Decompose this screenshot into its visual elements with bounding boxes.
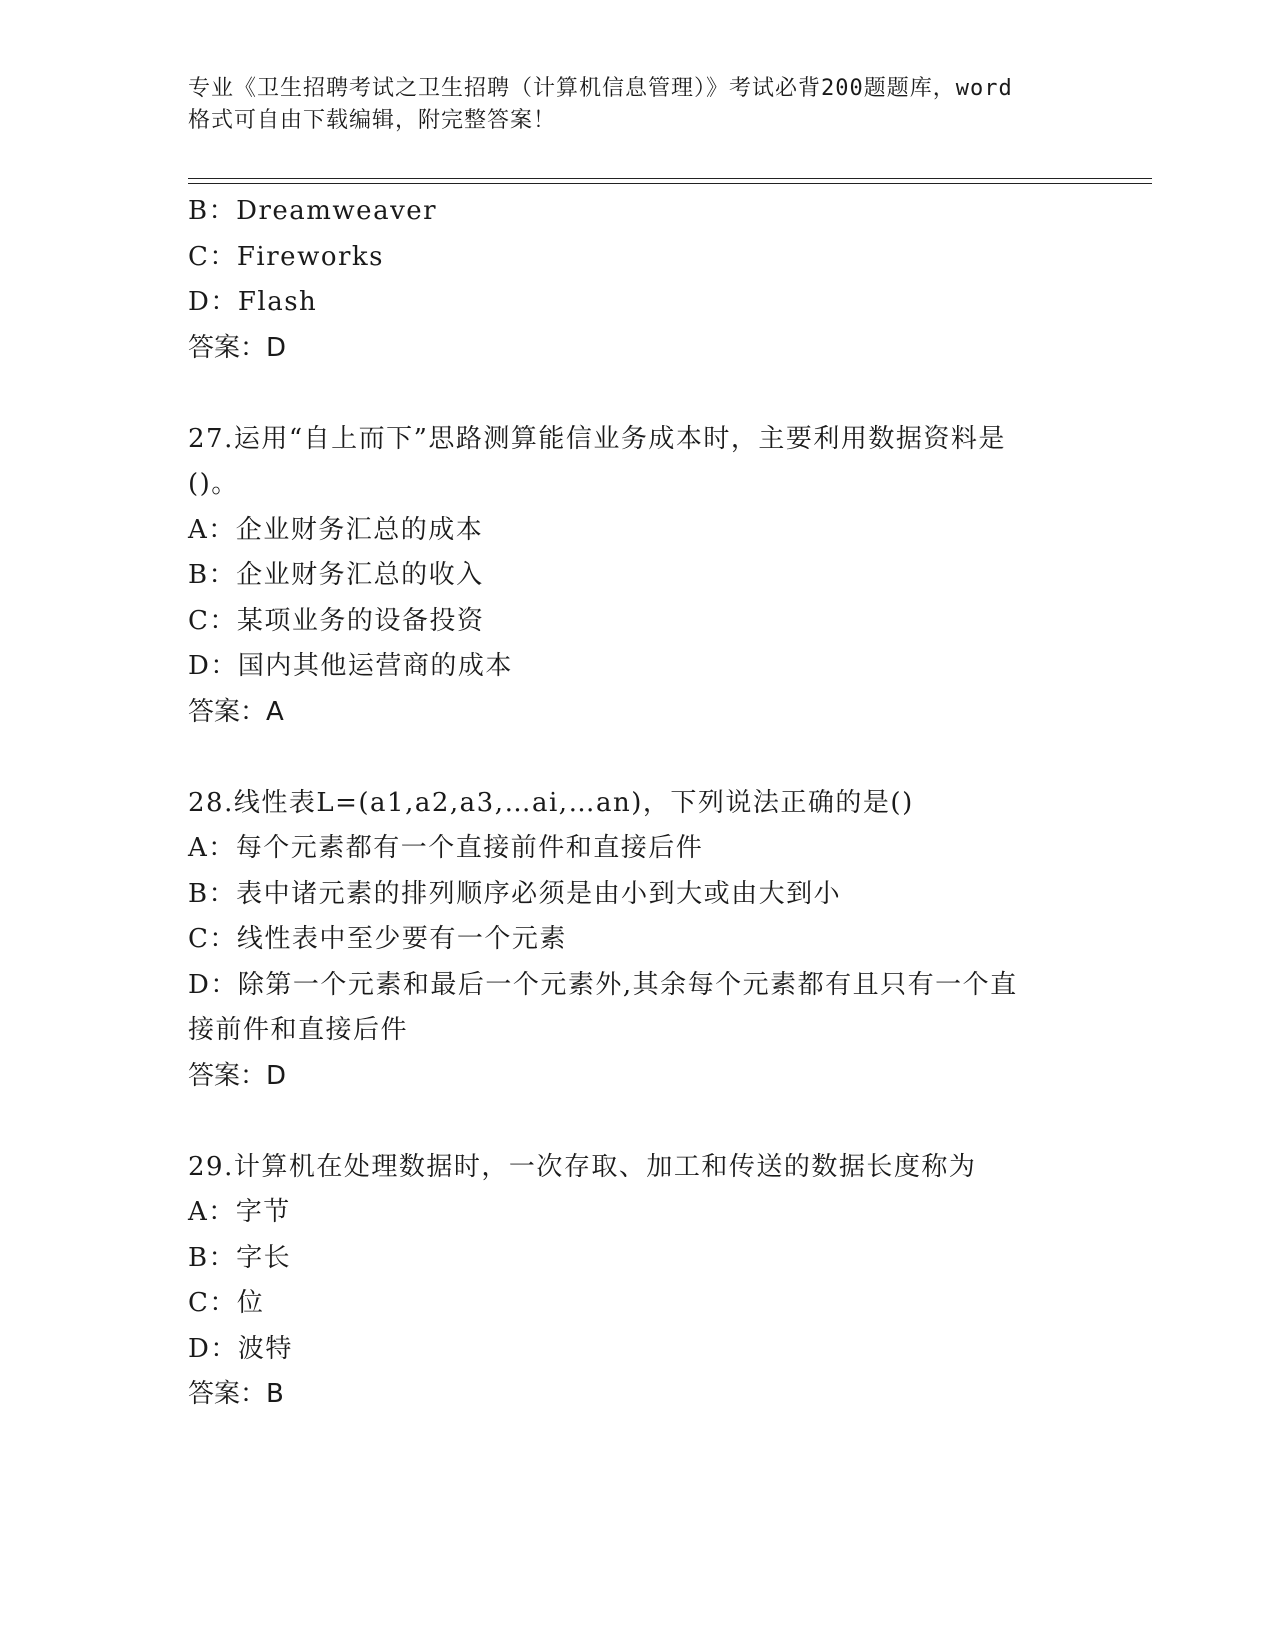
question-text: 27.运用“自上而下”思路测算能信业务成本时，主要利用数据资料是 [188, 423, 1006, 454]
header-rule-top [188, 178, 1152, 179]
option-c: C：线性表中至少要有一个元素 [188, 924, 567, 954]
option-a: A：每个元素都有一个直接前件和直接后件 [188, 833, 704, 863]
header-rule-bottom [188, 183, 1152, 184]
question-text: 28.线性表L=(a1,a2,a3,…ai,…an)，下列说法正确的是() [188, 787, 914, 818]
document-header [188, 73, 1088, 137]
answer: 答案：A [188, 696, 284, 727]
question-list [188, 189, 1088, 1418]
question-text: 29.计算机在处理数据时，一次存取、加工和传送的数据长度称为 [188, 1151, 977, 1182]
question-28 [188, 781, 1088, 1100]
option-c: C：某项业务的设备投资 [188, 605, 485, 636]
option-b: B：表中诸元素的排列顺序必须是由小到大或由大到小 [188, 878, 842, 909]
spacer [188, 371, 1088, 417]
option-d: D：国内其他运营商的成本 [188, 651, 513, 681]
option-a: A：企业财务汇总的成本 [188, 514, 484, 545]
option-b: B：Dreamweaver [188, 196, 438, 226]
question-29 [188, 1145, 1088, 1418]
header-line-1: 专业《卫生招聘考试之卫生招聘（计算机信息管理）》考试必背200题题库，word [188, 76, 1013, 101]
option-d: D：除第一个元素和最后一个元素外,其余每个元素都有且只有一个直 [188, 969, 1018, 1000]
option-a: A：字节 [188, 1197, 291, 1227]
option-d-continued: 接前件和直接后件 [188, 1015, 409, 1045]
option-b: B：企业财务汇总的收入 [188, 560, 484, 590]
option-d: D：Flash [188, 287, 318, 317]
answer: 答案：B [188, 1379, 284, 1409]
option-d: D：波特 [188, 1333, 293, 1364]
question-26 [188, 189, 1088, 371]
header-line-2: 格式可自由下载编辑，附完整答案！ [188, 108, 557, 133]
spacer [188, 1099, 1088, 1145]
answer: 答案：D [188, 1060, 287, 1091]
answer: 答案：D [188, 332, 287, 363]
option-c: C：Fireworks [188, 241, 384, 272]
question-27 [188, 417, 1088, 736]
option-c: C：位 [188, 1288, 265, 1318]
option-b: B：字长 [188, 1242, 292, 1273]
question-text-continued: ()。 [188, 469, 239, 499]
spacer [188, 735, 1088, 781]
